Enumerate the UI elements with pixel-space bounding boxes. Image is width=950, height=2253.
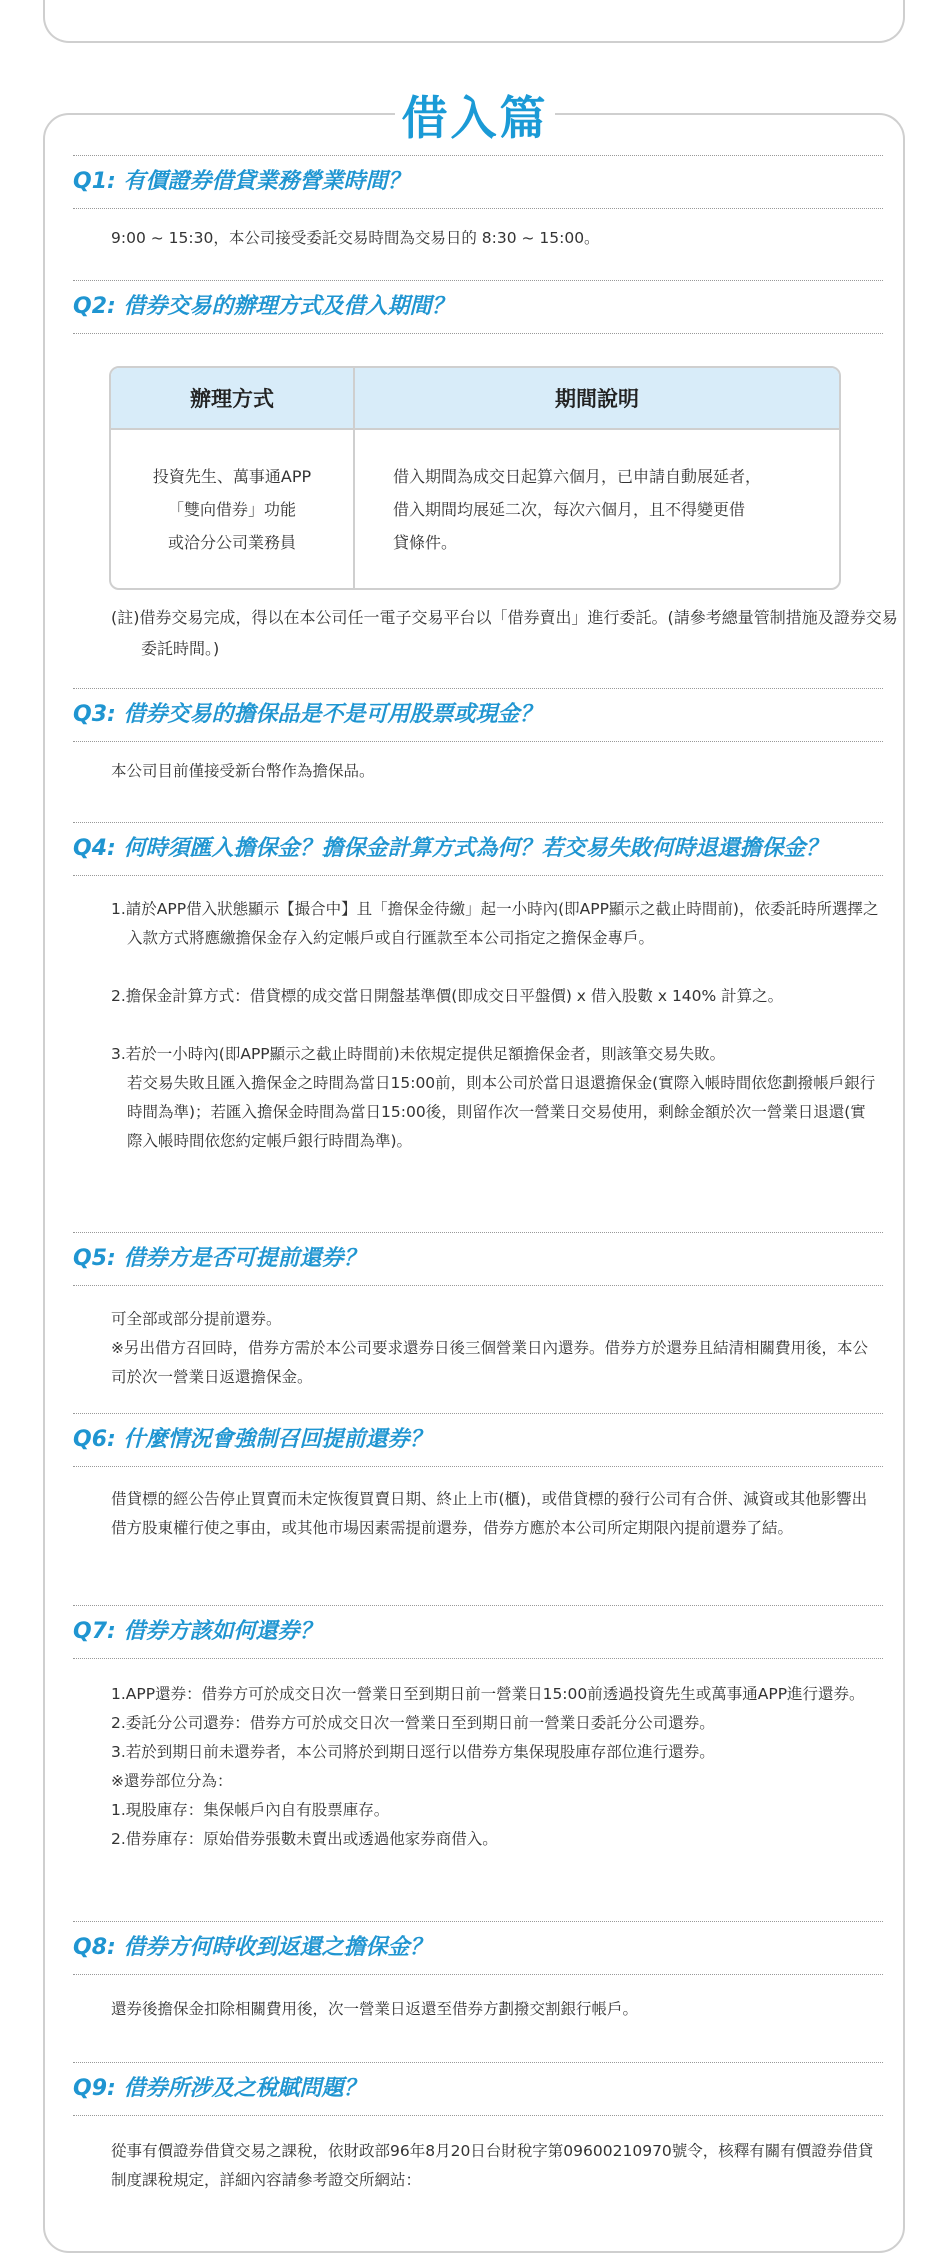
faq-question-2[interactable] [73, 280, 883, 334]
answer-text: ※另出借方召回時，借券方需於本公司要求還券日後三個營業日內還券。借券方於還券且結清相關費用後，本公司於次一營業日返還擔保金。 [111, 1339, 868, 1386]
question-text: Q4: 何時須匯入擔保金？擔保金計算方式為何？若交易失敗何時退還擔保金？ [73, 836, 828, 861]
faq-answer-4 [111, 895, 881, 1156]
section-title: 借入篇 [395, 88, 555, 148]
question-text: Q7: 借券方該如何還券？ [73, 1619, 322, 1644]
question-text: Q2: 借券交易的辦理方式及借入期間？ [73, 294, 454, 319]
question-text: Q8: 借券方何時收到返還之擔保金？ [73, 1935, 432, 1960]
answer-text: 9:00 ~ 15:30，本公司接受委託交易時間為交易日的 8:30 ~ 15:00。 [111, 229, 600, 247]
answer-text: 2.借券庫存：原始借券張數未賣出或透過他家券商借入。 [111, 1830, 498, 1848]
faq-question-1[interactable] [73, 155, 883, 209]
answer-text: 1.APP還券：借券方可於成交日次一營業日至到期日前一營業日15:00前透過投資先生或萬事通APP進行還券。 [111, 1685, 865, 1703]
cell-line: 借入期間均展延二次，每次六個月，且不得變更借 [393, 499, 746, 519]
borrow-method-table [109, 366, 841, 590]
answer-text: ※還券部位分為： [111, 1772, 233, 1790]
faq-question-9[interactable] [73, 2062, 883, 2116]
cell-line: 或洽分公司業務員 [167, 532, 296, 552]
answer-text: 借貸標的經公告停止買賣而未定恢復買賣日期、終止上市(櫃)，或借貸標的發行公司有合併、減資或其他影響出借方股東權行使之事由，或其他市場因素需提前還券，借券方應於本公司所定期限內提前還券了結。 [111, 1490, 868, 1537]
faq-question-8[interactable] [73, 1921, 883, 1975]
answer-text: 2.委託分公司還券：借券方可於成交日次一營業日至到期日前一營業日委託分公司還券。 [111, 1714, 715, 1732]
question-text: Q6: 什麼情況會強制召回提前還券？ [73, 1427, 432, 1452]
table-header-method: 辦理方式 [111, 368, 353, 428]
answer-text: 從事有價證券借貸交易之課稅，依財政部96年8月20日台財稅字第09600210970號令，核釋有關有價證券借貸制度課稅規定，詳細內容請參考證交所網站： [111, 2142, 874, 2189]
faq-answer-1 [111, 224, 881, 253]
table-cell-period [353, 428, 839, 588]
answer-text: 可全部或部分提前還券。 [111, 1310, 282, 1328]
faq-question-5[interactable] [73, 1232, 883, 1286]
question-text: Q3: 借券交易的擔保品是不是可用股票或現金？ [73, 702, 542, 727]
cell-line: 「雙向借券」功能 [167, 499, 296, 519]
faq-answer-3 [111, 757, 881, 786]
answer-text: 1.現股庫存：集保帳戶內自有股票庫存。 [111, 1801, 390, 1819]
faq-answer-5 [111, 1305, 881, 1392]
faq-answer-7 [111, 1680, 881, 1854]
answer-text: 還券後擔保金扣除相關費用後，次一營業日返還至借券方劃撥交割銀行帳戶。 [111, 2000, 639, 2018]
answer-text: 1.請於APP借入狀態顯示【撮合中】且「擔保金待繳」起一小時內(即APP顯示之截止時間前)，依委託時所選擇之入款方式將應繳擔保金存入約定帳戶或自行匯款至本公司指定之擔保金專戶。 [111, 900, 879, 947]
faq-answer-9 [111, 2137, 881, 2195]
answer-text: 若交易失敗且匯入擔保金之時間為當日15:00前，則本公司於當日退還擔保金(實際入帳時間依您劃撥帳戶銀行時間為準)；若匯入擔保金時間為當日15:00後，則留作次一營業日交易使用，剩餘金額於次一營業日退還(實際入帳時間依您約定帳戶銀行時間為準)。 [127, 1074, 876, 1150]
answer-text: 本公司目前僅接受新台幣作為擔保品。 [111, 762, 375, 780]
question-text: Q9: 借券所涉及之稅賦問題？ [73, 2076, 366, 2101]
previous-section-card [43, 0, 905, 43]
faq-question-6[interactable] [73, 1413, 883, 1467]
faq-question-7[interactable] [73, 1605, 883, 1659]
question-text: Q5: 借券方是否可提前還券？ [73, 1246, 366, 1271]
table-header-period: 期間說明 [353, 368, 839, 428]
table-note: (註)借券交易完成，得以在本公司任一電子交易平台以「借券賣出」進行委託。(請參考總量管制措施及證券交易委託時間。) [111, 608, 898, 658]
answer-text: 3.若於到期日前未還券者，本公司將於到期日逕行以借券方集保現股庫存部位進行還券。 [111, 1743, 715, 1761]
question-text: Q1: 有價證券借貸業務營業時間？ [73, 169, 410, 194]
faq-question-4[interactable] [73, 822, 883, 876]
answer-text: 3.若於一小時內(即APP顯示之截止時間前)未依規定提供足額擔保金者，則該筆交易失敗。 [111, 1045, 726, 1063]
cell-line: 貸條件。 [393, 532, 458, 552]
faq-answer-6 [111, 1485, 881, 1543]
table-cell-method [111, 428, 353, 588]
answer-text: 2.擔保金計算方式：借貸標的成交當日開盤基準價(即成交日平盤價) x 借入股數 x 140% 計算之。 [111, 987, 784, 1005]
faq-answer-8 [111, 1995, 881, 2024]
faq-question-3[interactable] [73, 688, 883, 742]
cell-line: 投資先生、萬事通APP [152, 466, 312, 486]
cell-line: 借入期間為成交日起算六個月，已申請自動展延者， [393, 466, 762, 486]
